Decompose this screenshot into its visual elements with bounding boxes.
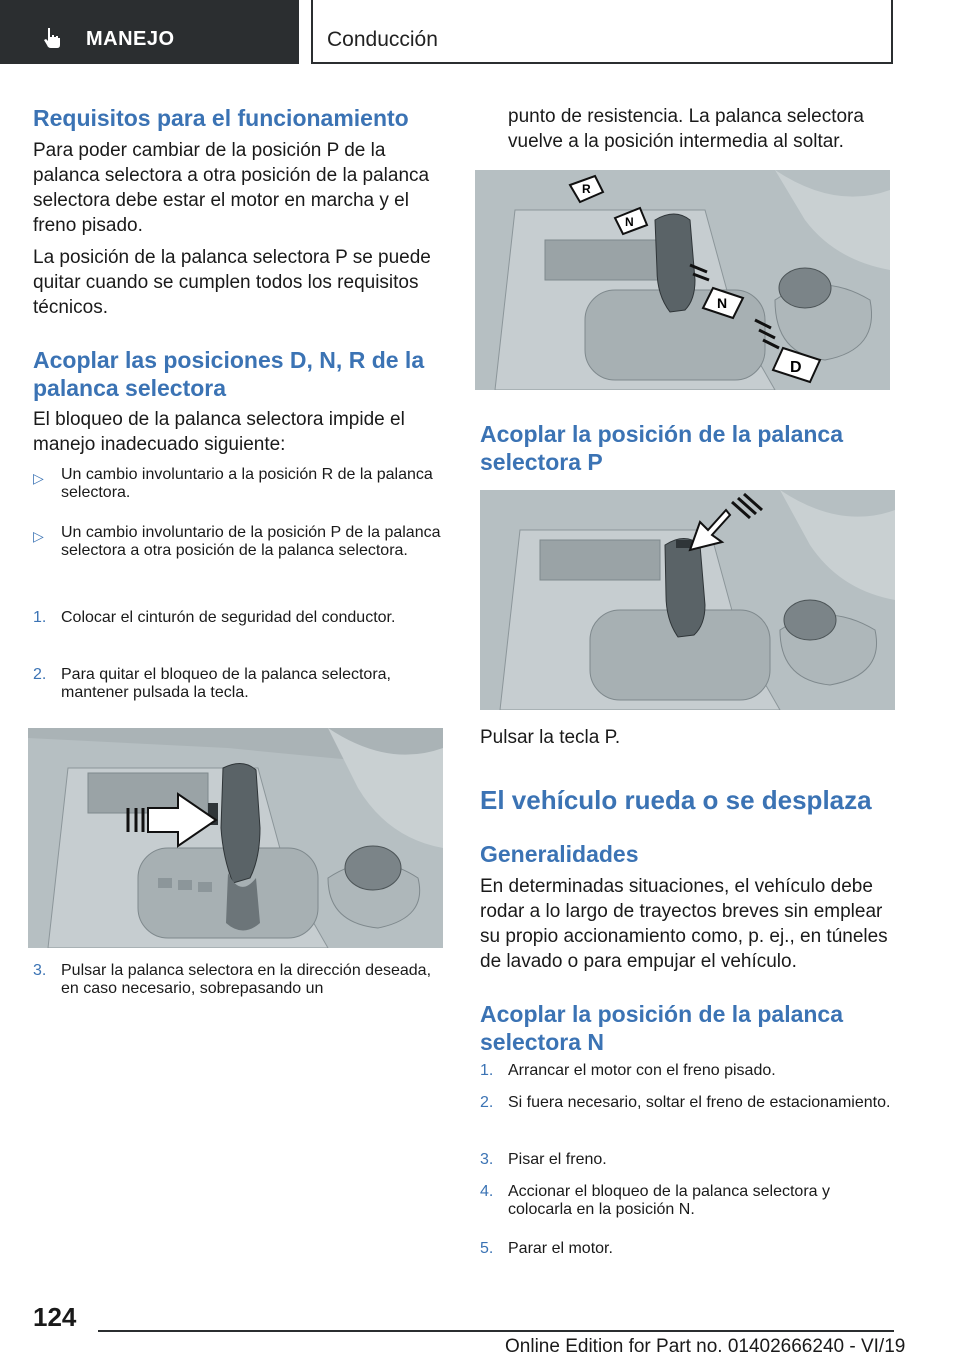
list-item — [33, 466, 443, 502]
section-title: Conducción — [327, 28, 438, 51]
svg-text:D: D — [790, 359, 802, 376]
paragraph-requisitos-2: La posición de la palanca selectora P se puede quitar cuando se cumplen todos los requisitos técnicos. — [33, 247, 431, 318]
paragraph-continuation: punto de resistencia. La palanca selectora vuelve a la posición intermedia al soltar. — [508, 106, 864, 152]
gear-p-illustration — [480, 490, 895, 710]
step-text: Pisar el freno. — [508, 1151, 607, 1168]
svg-text:N: N — [717, 295, 728, 311]
step-item — [33, 666, 448, 702]
step-item — [480, 1183, 895, 1219]
step-text: Accionar el bloqueo de la palanca selectora y colocarla en la posición N. — [508, 1183, 830, 1218]
heading-vehiculo-rueda: El vehículo rueda o se desplaza — [480, 785, 872, 815]
step-number: 3. — [480, 1151, 494, 1168]
step-item — [480, 1062, 895, 1080]
step-number: 3. — [33, 962, 47, 979]
list-item-text: Un cambio involuntario a la posición R de la palanca selectora. — [61, 466, 433, 501]
step-number: 1. — [33, 609, 47, 626]
paragraph-bloqueo: El bloqueo de la palanca selectora impide el manejo inadecuado siguiente: — [33, 409, 405, 455]
step-number: 2. — [33, 666, 47, 683]
step-number: 4. — [480, 1183, 494, 1200]
footer-divider — [98, 1330, 894, 1332]
list-item — [33, 524, 443, 560]
paragraph-requisitos-1: Para poder cambiar de la posición P de la palanca selectora a otra posición de la palanca selectora debe estar el motor en marcha y el freno pisado. — [33, 140, 430, 236]
step-text: Colocar el cinturón de seguridad del conductor. — [61, 609, 396, 626]
svg-text:R: R — [582, 182, 591, 196]
paragraph-generalidades: En determinadas situaciones, el vehículo debe rodar a lo largo de trayectos breves sin emplear su propio accionamiento como, p. ej., en túneles de lavado o para empujar el vehículo. — [480, 876, 888, 972]
triangle-bullet-icon: ▷ — [33, 470, 44, 486]
svg-text:N: N — [625, 215, 634, 229]
triangle-bullet-icon: ▷ — [33, 528, 44, 544]
hand-pointer-icon — [40, 26, 64, 50]
step-item — [33, 609, 443, 627]
section-title-box — [311, 0, 893, 64]
gear-selector-p-image — [480, 490, 895, 710]
step-text: Parar el motor. — [508, 1240, 613, 1257]
step-item — [33, 962, 448, 998]
gear-selector-unlock-image — [28, 728, 443, 948]
gear-directions-illustration — [475, 170, 890, 390]
gear-selector-directions-image — [475, 170, 890, 390]
step-text: Si fuera necesario, soltar el freno de estacionamiento. — [508, 1094, 891, 1111]
step-text: Arrancar el motor con el freno pisado. — [508, 1062, 776, 1079]
step-text: Para quitar el bloqueo de la palanca selectora, mantener pulsada la tecla. — [61, 666, 391, 701]
step-item — [480, 1094, 895, 1112]
step-item — [480, 1151, 895, 1169]
page-number: 124 — [33, 1302, 77, 1332]
step-number: 2. — [480, 1094, 494, 1111]
heading-requisitos: Requisitos para el funcionamiento — [33, 105, 409, 131]
gear-selector-illustration — [28, 728, 443, 948]
list-item-text: Un cambio involuntario de la posición P de la palanca selectora a otra posición de la palanca selectora. — [61, 524, 441, 559]
step-text: Pulsar la palanca selectora en la dirección deseada, en caso necesario, sobrepasando un — [61, 962, 432, 997]
heading-acoplar-dnr: Acoplar las posiciones D, N, R de la palanca selectora — [33, 347, 425, 401]
step-number: 5. — [480, 1240, 494, 1257]
paragraph-pulsar-p: Pulsar la tecla P. — [480, 727, 621, 748]
heading-acoplar-p: Acoplar la posición de la palanca selectora P — [480, 421, 844, 475]
step-item — [480, 1240, 895, 1258]
footer-edition: Online Edition for Part no. 01402666240 - VI/19 — [505, 1336, 906, 1357]
heading-generalidades: Generalidades — [480, 841, 639, 867]
heading-acoplar-n: Acoplar la posición de la palanca selectora N — [480, 1001, 844, 1055]
step-number: 1. — [480, 1062, 494, 1079]
section-tab[interactable] — [0, 0, 299, 64]
section-tab-label: MANEJO — [86, 28, 175, 50]
